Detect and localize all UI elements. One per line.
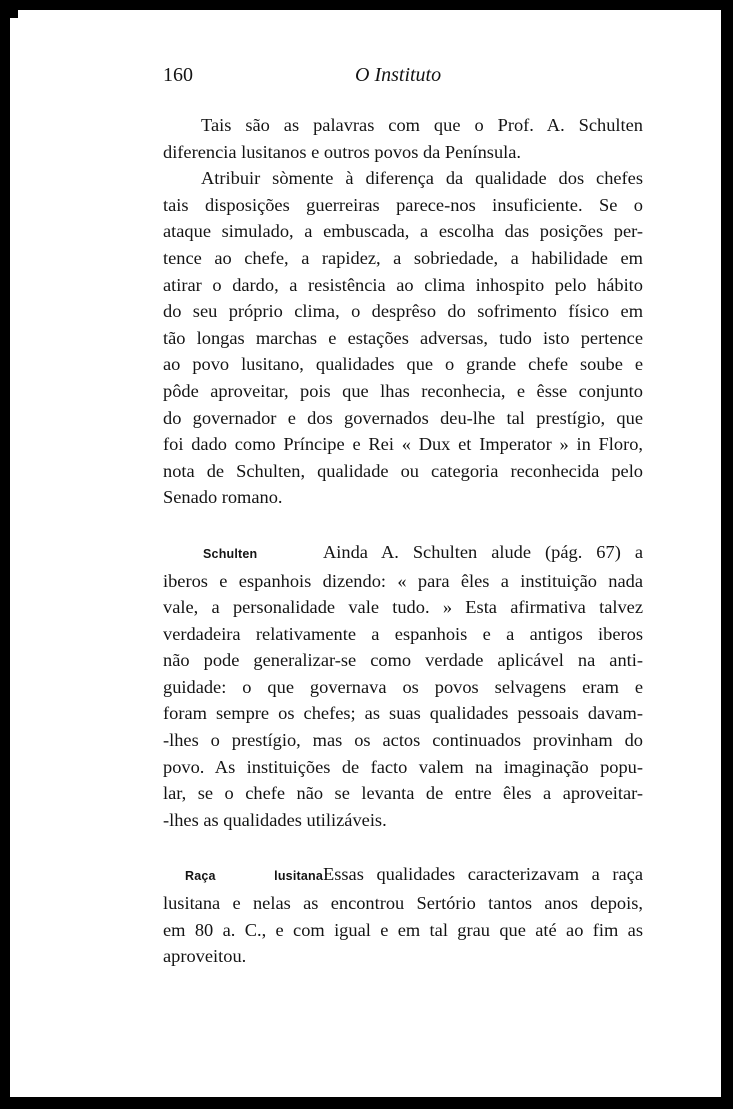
text-line: Tais são as palavras com que o Prof. A. Schulten (201, 115, 643, 135)
text-line (163, 861, 643, 890)
page-number: 160 (163, 64, 193, 86)
text-line: ataque simulado, a embuscada, a escolha das posições per- (163, 221, 643, 242)
text-line: lar, se o chefe não se levanta de entre êles a aproveitar- (163, 783, 643, 804)
text-line: pôde aproveitar, pois que lhas reconhecia, e êsse conjunto (163, 380, 643, 401)
paragraph-3 (163, 539, 643, 834)
scan-border-bottom (0, 1097, 733, 1109)
text-line: Atribuir sòmente à diferença da qualidade dos chefes (201, 168, 643, 189)
scan-border-right (721, 0, 733, 1109)
text-line: -lhes as qualidades utilizáveis. (163, 809, 387, 830)
running-head (163, 62, 643, 90)
text-line: nota de Schulten, qualidade ou categoria reconhecida pelo (163, 460, 643, 481)
text-line: atirar o dardo, a resistência ao clima inhospito pelo hábito (163, 274, 643, 295)
side-note-schulten: Schulten (203, 546, 258, 561)
text-line: ao povo lusitano, qualidades que o grande chefe soube e (163, 354, 643, 375)
scan-corner-mark (4, 4, 18, 18)
text-line (163, 539, 643, 568)
text-line: tão longas marchas e estações adversas, tudo isto pertence (163, 327, 643, 348)
text-line: Ainda A. Schulten alude (pág. 67) a (323, 541, 643, 562)
text-line: aproveitou. (163, 946, 247, 967)
text-line: Senado romano. (163, 487, 283, 508)
side-note-raca-lusitana: Raça lusitana (185, 869, 323, 884)
text-line: vale, a personalidade vale tudo. » Esta afirmativa talvez (163, 597, 643, 618)
text-line: -lhes o prestígio, mas os actos continuados provinham do (163, 730, 643, 751)
text-line: tais disposições guerreiras parece-nos insuficiente. Se o (163, 194, 643, 215)
paragraph-full-texts (163, 970, 164, 971)
book-page (163, 62, 643, 970)
text-line: foi dado como Príncipe e Rei « Dux et Imperator » in Floro, (163, 434, 643, 455)
text-line: guidade: o que governava os povos selvagens eram e (163, 676, 643, 697)
scan-border-left (0, 0, 10, 1109)
text-line: lusitana e nelas as encontrou Sertório tantos anos depois, (163, 893, 643, 914)
text-line: diferencia lusitanos e outros povos da Península. (163, 141, 522, 162)
paragraph-1 (163, 112, 643, 165)
paragraph-4 (163, 861, 643, 969)
text-line: povo. As instituições de facto valem na imaginação popu- (163, 756, 643, 777)
book-title: O Instituto (355, 64, 442, 86)
text-line: do governador e dos governados deu-lhe tal prestígio, que (163, 407, 643, 428)
text-line: tence ao chefe, a rapidez, a sobriedade, a habilidade em (163, 247, 643, 268)
paragraph-2 (163, 165, 643, 511)
text-line: não pode generalizar-se como verdade aplicável na anti- (163, 650, 643, 671)
text-line: iberos e espanhois dizendo: « para êles a instituição nada (163, 570, 643, 591)
text-line: do seu próprio clima, o desprêso do sofrimento físico em (163, 301, 643, 322)
text-line: em 80 a. C., e com igual e em tal grau que até ao fim as (163, 919, 643, 940)
text-line: Essas qualidades caracterizavam a raça (323, 864, 643, 885)
scan-border-top (0, 0, 733, 10)
text-line: verdadeira relativamente a espanhois e a antigos iberos (163, 623, 643, 644)
text-line: foram sempre os chefes; as suas qualidades pessoais davam- (163, 703, 643, 724)
